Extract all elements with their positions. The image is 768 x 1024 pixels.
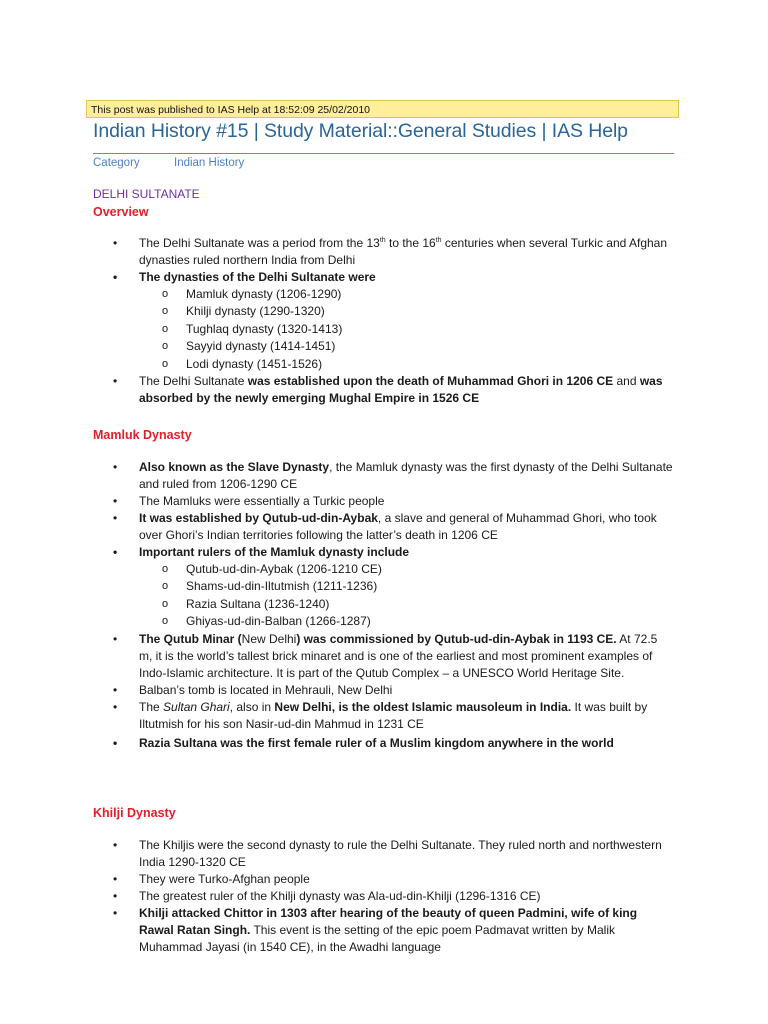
bullet-icon: • (113, 545, 118, 559)
circle-bullet-icon: o (162, 357, 169, 370)
list-item: • Khilji attacked Chittor in 1303 after hearing of the beauty of queen Padmini, wife of king Rawal Ratan Singh. This event is the setting of the epic poem Padmavat written by Malik Muhammad Jayasi (in 1540 CE), in the Awadhi language (113, 906, 638, 954)
section-eyebrow: DELHI SULTANATE (93, 187, 200, 201)
category-label: Category (93, 157, 140, 169)
document-title: Indian History #15 | Study Material::General Studies | IAS Help (93, 120, 628, 142)
bullet-icon: • (113, 270, 118, 284)
mamluk-list (93, 459, 673, 752)
circle-bullet-icon: o (162, 305, 169, 318)
bullet-icon: • (113, 460, 118, 474)
bullet-icon: • (113, 872, 118, 886)
khilji-list (93, 837, 673, 956)
list-item: • The Delhi Sultanate was established upon the death of Muhammad Ghori in 1206 CE and was absorbed by the newly emerging Mughal Empire in 1526 CE (113, 374, 663, 406)
bullet-icon: • (113, 889, 118, 903)
list-item: • It was established by Qutub-ud-din-Aybak, a slave and general of Muhammad Ghori, who took over Ghori’s Indian territories following the latter’s death in 1206 CE (113, 511, 657, 542)
circle-bullet-icon: o (162, 288, 169, 300)
list-item: • The Sultan Ghari, also in New Delhi, is the oldest Islamic mausoleum in India. It was built by Iltutmish for his son Nasir-ud-din Mahmud in 1231 CE (113, 699, 648, 731)
bullet-icon: • (113, 494, 118, 508)
sub-list-item: o Sayyid dynasty (1414-1451) (93, 338, 673, 355)
mamluk-heading: Mamluk Dynasty (93, 428, 192, 442)
circle-bullet-icon: o (162, 615, 169, 628)
bullet-icon: • (113, 682, 118, 697)
bullet-icon: • (113, 374, 118, 389)
circle-bullet-icon: o (162, 580, 169, 593)
list-item: • The Qutub Minar (New Delhi) was commissioned by Qutub-ud-din-Aybak in 1193 CE. At 72.5 m, it is the world’s tallest brick minaret and is one of the earliest and most prominent examples of Indo-Islamic architecture. It is part of the Qutub Complex – a UNESCO World Heritage Site. (113, 631, 658, 680)
sub-list-item: o Ghiyas-ud-din-Balban (1266-1287) (93, 613, 673, 630)
list-item: • The Mamluks were essentially a Turkic people (113, 494, 385, 508)
sub-list-item: o Khilji dynasty (1290-1320) (93, 303, 673, 320)
list-item: • Balban’s tomb is located in Mehrauli, New Delhi (113, 682, 393, 697)
sub-list-item: o Mamluk dynasty (1206-1290) (93, 286, 673, 303)
list-item: • The Khiljis were the second dynasty to rule the Delhi Sultanate. They ruled north and northwestern India 1290-1320 CE (113, 838, 662, 869)
list-item: • The greatest ruler of the Khilji dynasty was Ala-ud-din-Khilji (1296-1316 CE) (113, 889, 541, 903)
bullet-icon: • (113, 699, 118, 714)
list-item: • Important rulers of the Mamluk dynasty include (113, 545, 410, 559)
list-item: • They were Turko-Afghan people (113, 872, 310, 886)
bullet-icon: • (113, 631, 118, 646)
overview-heading: Overview (93, 205, 149, 219)
list-item: • Also known as the Slave Dynasty, the Mamluk dynasty was the first dynasty of the Delhi Sultanate and ruled from 1206-1290 CE (113, 460, 673, 491)
circle-bullet-icon: o (162, 563, 169, 575)
sub-list-item: o Razia Sultana (1236-1240) (93, 596, 673, 613)
bullet-icon: • (113, 838, 118, 852)
publish-notice: This post was published to IAS Help at 18:52:09 25/02/2010 (86, 100, 679, 118)
khilji-heading: Khilji Dynasty (93, 806, 176, 820)
list-item: • Razia Sultana was the first female ruler of a Muslim kingdom anywhere in the world (113, 735, 614, 750)
circle-bullet-icon: o (162, 340, 169, 353)
circle-bullet-icon: o (162, 322, 169, 335)
overview-list (93, 235, 673, 407)
list-item: • The Delhi Sultanate was a period from the 13th to the 16th centuries when several Turkic and Afghan dynasties ruled northern India from Delhi (113, 236, 668, 267)
bullet-icon: • (113, 511, 118, 525)
sub-list-item: o Shams-ud-din-Iltutmish (1211-1236) (93, 578, 673, 595)
sub-list-item: o Qutub-ud-din-Aybak (1206-1210 CE) (93, 561, 673, 578)
category-value[interactable]: Indian History (174, 157, 245, 169)
bullet-icon: • (113, 236, 118, 250)
sub-list-item: o Lodi dynasty (1451-1526) (93, 356, 673, 373)
bullet-icon: • (113, 906, 118, 920)
circle-bullet-icon: o (162, 597, 169, 610)
list-item: • The dynasties of the Delhi Sultanate were (113, 270, 376, 284)
title-divider (93, 153, 674, 154)
bullet-icon: • (113, 735, 118, 750)
sub-list-item: o Tughlaq dynasty (1320-1413) (93, 321, 673, 338)
